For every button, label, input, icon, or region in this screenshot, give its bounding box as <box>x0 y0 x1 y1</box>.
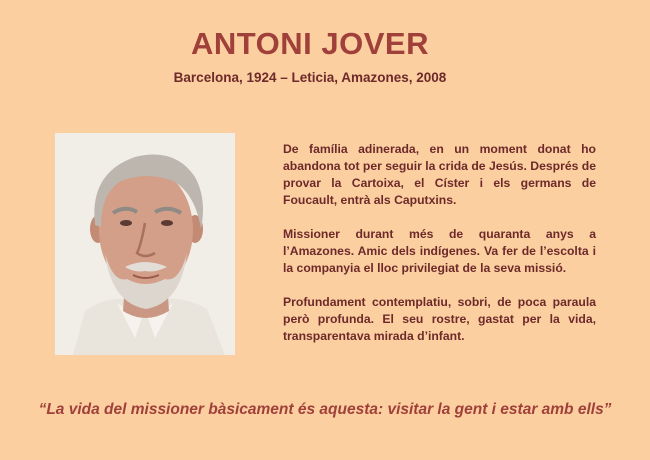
page-title: ANTONI JOVER <box>191 26 429 61</box>
bio-paragraph-3: Profundament contemplatiu, sobri, de poca paraula però profunda. El seu rostre, gastat per la vida, transparentava mirada d’infant. <box>283 295 596 343</box>
portrait-photo <box>55 133 235 355</box>
biography <box>283 141 596 362</box>
quote: “La vida del missioner bàsicament és aquesta: visitar la gent i estar amb ells” <box>38 401 612 418</box>
page-subtitle: Barcelona, 1924 – Leticia, Amazones, 2008 <box>173 70 447 85</box>
bio-paragraph-1: De família adinerada, en un moment donat ho abandona tot per seguir la crida de Jesús. Després de provar la Cartoixa, el Císter i els germans de Foucault, entrà als Caputxins. <box>283 142 596 207</box>
portrait-illustration <box>55 133 235 355</box>
bio-paragraph-2: Missioner durant més de quaranta anys a l’Amazones. Amic dels indígenes. Va fer de l’escolta i la companyia el lloc privilegiat de la seva missió. <box>283 227 596 275</box>
